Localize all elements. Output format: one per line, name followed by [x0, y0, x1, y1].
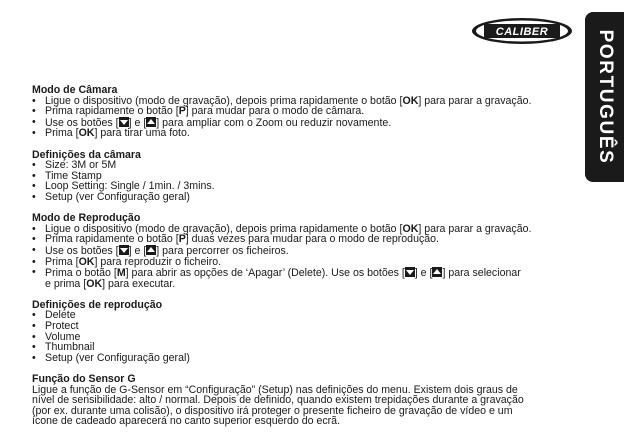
- list-item: • Use os botões [ ] e [ ] para percorrer os ficheiros.: [32, 245, 572, 257]
- bullet-list: [32, 96, 572, 139]
- arrow-up-icon: [146, 245, 156, 255]
- list-item: • Delete: [32, 310, 572, 321]
- section-title: Modo de Câmara: [32, 84, 118, 96]
- list-item: • Ligue o dispositivo (modo de gravação), depois prima rapidamente o botão [OK] para parar a gravação.: [32, 96, 572, 107]
- section-g-sensor: [32, 374, 572, 427]
- list-item: • Setup (ver Configuração geral): [32, 353, 572, 364]
- list-item: • Prima rapidamente o botão [P] para mudar para o modo de câmara.: [32, 106, 572, 117]
- arrow-up-icon: [432, 267, 442, 277]
- section-playback-settings: [32, 300, 572, 364]
- list-item: • Volume: [32, 332, 572, 343]
- language-tab: [585, 12, 624, 182]
- section-camera-settings: [32, 150, 572, 203]
- section-playback-mode: [32, 213, 572, 289]
- language-tab-label: PORTUGUÊS: [594, 29, 616, 165]
- bullet-list: [32, 310, 572, 363]
- list-item: • Loop Setting: Single / 1min. / 3mins.: [32, 181, 572, 192]
- section-title: Definições da câmara: [32, 148, 141, 161]
- section-title: Modo de Reprodução: [32, 212, 141, 225]
- list-item: • Use os botões [ ] e [ ] para ampliar com o Zoom ou reduzir novamente.: [32, 117, 572, 129]
- list-item: • Setup (ver Configuração geral): [32, 192, 572, 203]
- list-item: • Prima [OK] para reproduzir o ficheiro.: [32, 257, 572, 268]
- bullet-list: [32, 160, 572, 202]
- arrow-up-icon: [146, 117, 156, 127]
- paragraph-line: ícone de cadeado aparecerá no canto superior esquerdo do ecrã.: [32, 415, 341, 428]
- arrow-down-icon: [405, 267, 415, 277]
- caliber-logo: [470, 16, 574, 46]
- arrow-down-icon: [119, 117, 129, 127]
- logo-text: CALIBER: [495, 26, 549, 38]
- list-item: • Size: 3M or 5M: [32, 160, 572, 171]
- paragraph-line: Ligue a função de G-Sensor em “Configuração” (Setup) nas definições do menu. Existem dois graus de: [32, 383, 518, 396]
- section-camera-mode: [32, 85, 572, 139]
- arrow-down-icon: [119, 245, 129, 255]
- document-body: [32, 85, 572, 438]
- section-title: Função do Sensor G: [32, 373, 136, 386]
- paragraph-line: (por ex. durante uma colisão), o dispositivo irá proteger o presente ficheiro de gravação de vídeo e um: [32, 404, 513, 417]
- list-item: • Ligue o dispositivo (modo de gravação), depois prima rapidamente o botão [OK] para parar a gravação.: [32, 224, 572, 235]
- list-item: • Time Stamp: [32, 171, 572, 182]
- list-item: • Prima [OK] para tirar uma foto.: [32, 128, 572, 139]
- bullet-list: [32, 224, 572, 290]
- section-title: Definições de reprodução: [32, 298, 163, 311]
- paragraph-line: nível de sensibilidade: alto / normal. Depois de definido, quando existem trepidações durante a gravação: [32, 394, 524, 407]
- list-item: • Prima rapidamente o botão [P] duas vezes para mudar para o modo de reprodução.: [32, 234, 572, 245]
- list-item: • Thumbnail: [32, 342, 572, 353]
- list-item: • Protect: [32, 321, 572, 332]
- list-item: • Prima o botão [M] para abrir as opções de ‘Apagar’ (Delete). Use os botões [ ] e [ ] para selecionar e prima [OK] para executar.: [32, 267, 572, 289]
